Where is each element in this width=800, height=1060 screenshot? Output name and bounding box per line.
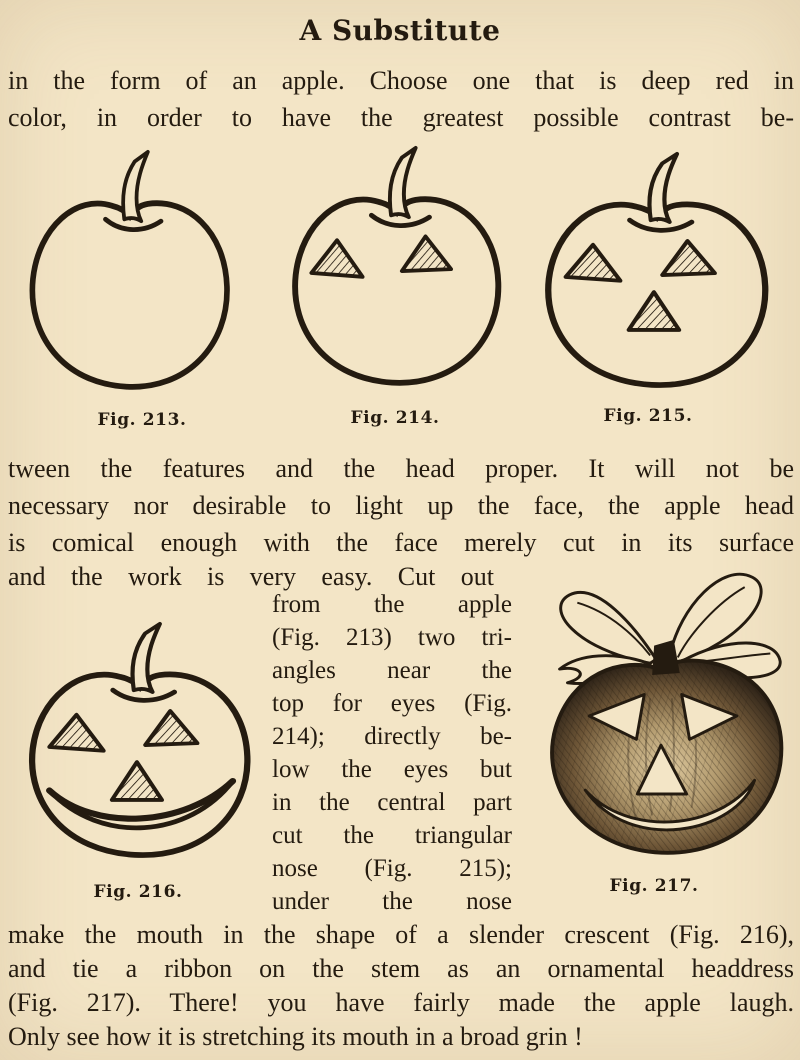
paragraph-2 <box>8 450 794 561</box>
left-eye-triangle <box>311 240 362 277</box>
text-line: (Fig. 217). There! you have fairly made the apple laugh. <box>8 988 794 1017</box>
text-line: Only see how it is stretching its mouth in a broad grin ! <box>8 1022 583 1051</box>
left-eye-triangle <box>49 715 103 751</box>
fig-213-apple-illustration <box>16 150 242 402</box>
apple-stem <box>649 154 677 222</box>
fig-214-caption: Fig. 214. <box>350 408 440 428</box>
text-line: under the nose <box>272 888 512 915</box>
page-title: A Substitute <box>299 14 501 47</box>
right-eye-triangle <box>402 236 451 271</box>
fig-214-apple-illustration <box>278 146 514 398</box>
nose-triangle <box>112 762 162 800</box>
wrapped-text-column <box>272 588 512 918</box>
text-line: from the apple <box>272 591 512 618</box>
text-line: is comical enough with the face merely cut in its surface <box>8 528 794 557</box>
text-line: necessary nor desirable to light up the face, the apple head <box>8 491 794 520</box>
right-eye-triangle <box>662 241 715 275</box>
text-line: angles near the <box>272 657 512 684</box>
fig-217-apple-illustration <box>534 552 790 874</box>
text-line: color, in order to have the greatest possible contrast be- <box>8 103 794 132</box>
apple-outline <box>32 152 227 387</box>
fig-216-apple-illustration <box>14 622 264 870</box>
paragraph-3 <box>8 918 794 1054</box>
text-line: and tie a ribbon on the stem as an ornamental headdress <box>8 954 794 983</box>
fig-213-caption: Fig. 213. <box>97 410 187 430</box>
fig-215-caption: Fig. 215. <box>603 406 693 426</box>
left-eye-triangle <box>566 245 621 281</box>
apple-stem <box>390 148 416 217</box>
text-line: in the central part <box>272 789 512 816</box>
text-line: nose (Fig. 215); <box>272 855 512 882</box>
apple-stem <box>123 152 148 221</box>
text-line: 214); directly be- <box>272 723 512 750</box>
text-line: tween the features and the head proper. It will not be <box>8 454 794 483</box>
text-line: cut the triangular <box>272 822 512 849</box>
text-line: in the form of an apple. Choose one that is deep red in <box>8 66 794 95</box>
paragraph-1 <box>8 62 794 136</box>
text-line: low the eyes but <box>272 756 512 783</box>
text-line: make the mouth in the shape of a slender crescent (Fig. 216), <box>8 920 794 949</box>
right-eye-triangle <box>145 711 197 745</box>
fig-215-apple-illustration <box>530 152 782 400</box>
apple-stem <box>133 624 160 692</box>
fig-216-caption: Fig. 216. <box>93 882 183 902</box>
nose-triangle <box>629 292 679 330</box>
text-line: and the work is very easy. Cut out <box>8 562 494 591</box>
fig-217-caption: Fig. 217. <box>609 876 699 896</box>
text-line: top for eyes (Fig. <box>272 690 512 717</box>
text-line: (Fig. 213) two tri- <box>272 624 512 651</box>
